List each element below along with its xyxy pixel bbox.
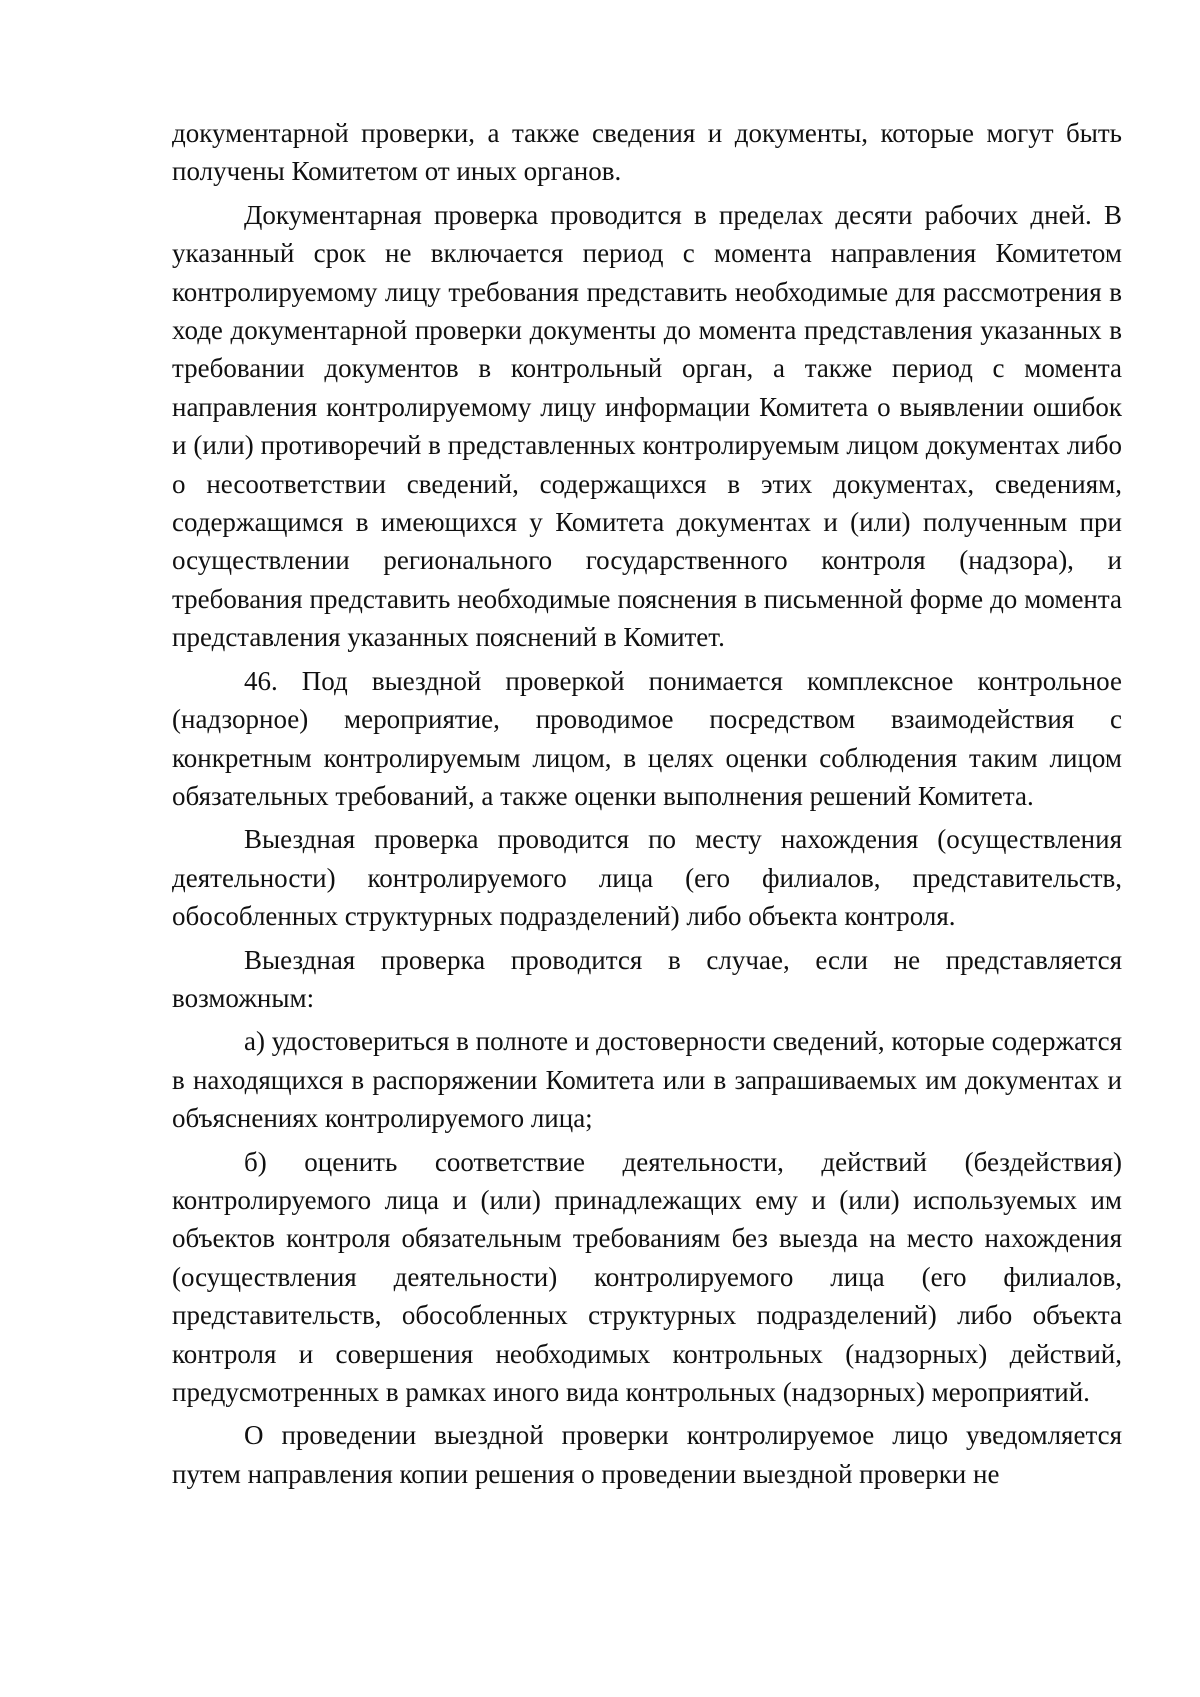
paragraph-documentary-check-term: Документарная проверка проводится в пределах десяти рабочих дней. В указанный срок не включается период с момента направления Комитетом контролируемому лицу требования представить необходимые для рассмотрения в ходе документарной проверки документы до момента представления указанных в требовании документов в контрольный орган, а также период с момента направления контролируемому лицу информации Комитета о выявлении ошибок и (или) противоречий в представленных контролируемым лицом документах либо о несоответствии сведений, содержащихся в этих документах, сведениям, содержащимся в имеющихся у Комитета документах и (или) полученным при осуществлении регионального государственного контроля (надзора), и требования представить необходимые пояснения в письменной форме до момента представления указанных пояснений в Комитет. <box>172 199 1122 653</box>
document-page <box>172 114 1122 1498</box>
paragraph-continuation: документарной проверки, а также сведения и документы, которые могут быть получены Комитетом от иных органов. <box>172 118 1122 187</box>
paragraph-item-a: а) удостовериться в полноте и достоверности сведений, которые содержатся в находящихся в распоряжении Комитета или в запрашиваемых им документах и объяснениях контролируемого лица; <box>172 1026 1122 1134</box>
paragraph-onsite-location: Выездная проверка проводится по месту нахождения (осуществления деятельности) контролируемого лица (его филиалов, представительств, обособленных структурных подразделений) либо объекта контроля. <box>172 824 1122 932</box>
paragraph-notification: О проведении выездной проверки контролируемое лицо уведомляется путем направления копии решения о проведении выездной проверки не <box>172 1420 1122 1489</box>
paragraph-onsite-conditions: Выездная проверка проводится в случае, если не представляется возможным: <box>172 944 1122 1013</box>
paragraph-item-b: б) оценить соответствие деятельности, действий (бездействия) контролируемого лица и (или) принадлежащих ему и (или) используемых им объектов контроля обязательным требованиям без выезда на место нахождения (осуществления деятельности) контролируемого лица (его филиалов, представительств, обособленных структурных подразделений) либо объекта контроля и совершения необходимых контрольных (надзорных) действий, предусмотренных в рамках иного вида контрольных (надзорных) мероприятий. <box>172 1146 1122 1407</box>
paragraph-46-onsite-inspection: 46. Под выездной проверкой понимается комплексное контрольное (надзорное) мероприятие, проводимое посредством взаимодействия с конкретным контролируемым лицом, в целях оценки соблюдения таким лицом обязательных требований, а также оценки выполнения решений Комитета. <box>172 665 1122 811</box>
